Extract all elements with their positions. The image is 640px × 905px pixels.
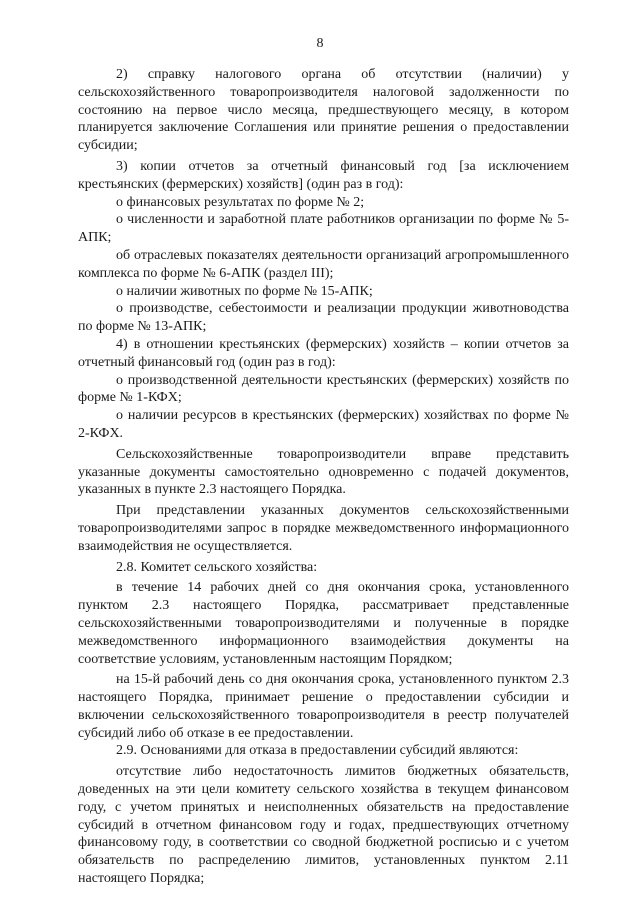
paragraph-industry-indicators: об отраслевых показателях деятельности организаций агропромышленного комплекса по форме № 6-АПК (раздел III);: [78, 247, 569, 281]
paragraph-insufficient-limits: отсутствие либо недостаточность лимитов бюджетных обязательств, доведенных на эти цели комитету сельского хозяйства в текущем финансовом году, с учетом принятых и неисполненных обязательств на предоставление субсидий в отчетном финансовом году и годах, предшествующих отчетному финансовому году, в соответствии со сводной бюджетной росписью и с учетом обязательств по распределению лимитов, установленных пунктом 2.11 настоящего Порядка;: [78, 764, 569, 887]
paragraph-reports-copies: 3) копии отчетов за отчетный финансовый год [за исключением крестьянских (фермерских) хозяйств] (один раз в год):: [78, 158, 569, 192]
paragraph-farm-resources: о наличии ресурсов в крестьянских (фермерских) хозяйствах по форме № 2-КФХ.: [78, 408, 569, 441]
paragraph-no-interagency-request: При представлении указанных документов сельскохозяйственными товаропроизводителями запрос в порядке межведомственного информационного взаимодействия не осуществляется.: [78, 503, 569, 554]
paragraph-employees-salary: о численности и заработной плате работников организации по форме № 5-АПК;: [78, 212, 569, 246]
paragraph-review-14-days: в течение 14 рабочих дней со дня окончания срока, установленного пунктом 2.3 настоящего Порядка, рассматривает представленные сельскохозяйственными товаропроизводителями и полученные в порядке межведомственного информационного взаимодействия документы на соответствие условиям, установленным настоящим Порядком;: [78, 580, 569, 667]
document-body: [78, 66, 569, 888]
paragraph-financial-results: о финансовых результатах по форме № 2;: [116, 194, 365, 210]
paragraph-farm-reports: 4) в отношении крестьянских (фермерских) хозяйств – копии отчетов за отчетный финансовый год (один раз в год):: [78, 336, 569, 370]
paragraph-livestock: о наличии животных по форме № 15-АПК;: [116, 283, 373, 299]
paragraph-tax-certificate: 2) справку налогового органа об отсутствии (наличии) у сельскохозяйственного товаропроизводителя налоговой задолженности по состоянию на первое число месяца, предшествующего месяцу, в котором планируется заключение Соглашения или принятие решения о предоставлении субсидии;: [78, 67, 569, 154]
paragraph-section-2-9: 2.9. Основаниями для отказа в предоставлении субсидий являются:: [116, 743, 519, 759]
paragraph-farm-production: о производственной деятельности крестьянских (фермерских) хозяйств по форме № 1-КФХ;: [78, 372, 569, 406]
paragraph-self-submission: Сельскохозяйственные товаропроизводители вправе представить указанные документы самостоятельно одновременно с подачей документов, указанных в пункте 2.3 настоящего Порядка.: [78, 446, 569, 498]
paragraph-section-2-8: 2.8. Комитет сельского хозяйства:: [116, 559, 318, 575]
page-number: 8: [316, 36, 324, 51]
paragraph-animal-production: о производстве, себестоимости и реализации продукции животноводства по форме № 13-АПК;: [78, 301, 569, 335]
paragraph-decision-15-day: на 15-й рабочий день со дня окончания срока, установленного пунктом 2.3 настоящего Порядка, принимает решение о предоставлении субсидии и включении сельскохозяйственного товаропроизводителя в реестр получателей субсидий либо об отказе в ее предоставлении.: [78, 672, 569, 741]
